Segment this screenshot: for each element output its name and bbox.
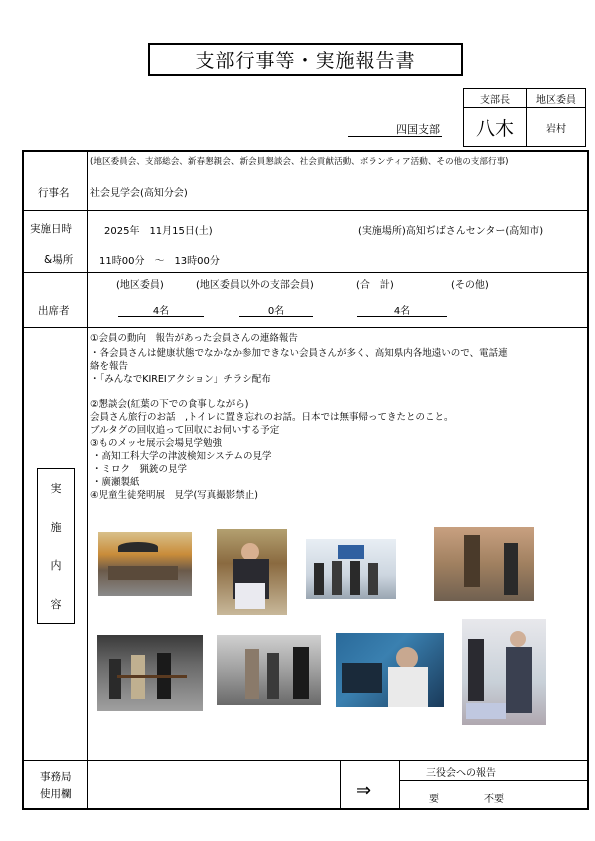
signature-header-district-member: 地区委員 — [527, 89, 586, 108]
event-place: (実施場所)高知ぢばさんセンター(高知市) — [358, 226, 544, 237]
content-line: ④児童生徒発明展 見学(写真撮影禁止) — [90, 490, 258, 501]
photo-group-at-exhibition — [306, 539, 396, 599]
signature-table — [463, 88, 586, 147]
attendance-value-total: 4名 — [357, 302, 447, 317]
content-line: 会員さん旅行のお話 ,トイレに置き忘れのお話。日本では無事帰ってきたとのこと。 — [90, 412, 454, 423]
photo-member-inspecting-paper — [217, 529, 287, 615]
report-option-required[interactable]: 要 — [429, 794, 439, 805]
attendance-value-others — [464, 302, 524, 316]
content-line: ・各会員さんは健康状態でなかなか参加できない会員さんが多く、高知県内各地遠いので、電話連 — [90, 348, 508, 359]
attendance-header-total: (合 計) — [356, 280, 394, 291]
content-line: ・廣瀬製紙 — [92, 477, 140, 488]
event-date: 2025年 11月15日(土) — [104, 226, 213, 237]
attendance-value-district: 4名 — [118, 302, 204, 317]
content-label: 実 施 内 容 — [37, 468, 75, 624]
content-line: 絡を報告 — [90, 361, 129, 372]
photo-member-at-booth — [462, 619, 546, 725]
photo-statue-display — [434, 527, 534, 601]
report-option-not-required[interactable]: 不要 — [484, 794, 504, 805]
document-title: 支部行事等・実施報告書 — [148, 43, 463, 76]
place-label: &場所 — [44, 254, 74, 266]
content-line: ③ものメッセ展示会場見学勉強 — [90, 438, 223, 449]
footer-label-office: 事務局 — [40, 771, 72, 783]
photo-rifle-demonstration — [97, 635, 203, 711]
arrow-icon: ⇒ — [356, 780, 372, 801]
branch-name: 四国支部 — [348, 121, 442, 137]
photo-tsunami-detection-system — [336, 633, 444, 707]
content-line: ・ミロク 猟銃の見学 — [92, 464, 188, 475]
event-name: 社会見学会(高知分会) — [90, 188, 188, 199]
photo-lunch-under-autumn-leaves — [98, 532, 192, 596]
attendance-header-others: (その他) — [451, 280, 489, 291]
event-time: 11時00分 ～ 13時00分 — [99, 256, 220, 267]
signature-header-branch-chief: 支部長 — [464, 89, 527, 108]
attendance-value-other-members: 0名 — [239, 302, 313, 317]
event-category-note: (地区委員会、支部総会、新春懇親会、新会員懇談会、社会貢献活動、ボランティア活動、その他の支部行事) — [90, 157, 509, 167]
footer-label-use: 使用欄 — [40, 788, 72, 800]
content-line: ①会員の動向 報告があった会員さんの連絡報告 — [90, 333, 298, 344]
content-line: ②懇談会(紅葉の下での食事しながら) — [90, 399, 249, 410]
attendance-label: 出席者 — [38, 305, 70, 317]
attendance-header-other-members: (地区委員以外の支部会員) — [196, 280, 314, 291]
content-line: ・高知工科大学の津波検知システムの見学 — [92, 451, 272, 462]
content-line: ・「みんなでKIREIアクション」チラシ配布 — [90, 374, 271, 385]
signature-value-district-member: 岩村 — [527, 108, 586, 147]
report-header: 三役会への報告 — [426, 768, 496, 779]
datetime-label: 実施日時 — [30, 223, 72, 235]
photo-members-viewing-exhibit — [217, 635, 321, 705]
content-line: ブルタグの回収追って回収にお伺いする予定 — [90, 425, 280, 436]
report-form — [22, 150, 589, 810]
signature-value-branch-chief: 八木 — [464, 108, 527, 147]
attendance-header-district: (地区委員) — [116, 280, 164, 291]
event-label: 行事名 — [38, 187, 70, 199]
